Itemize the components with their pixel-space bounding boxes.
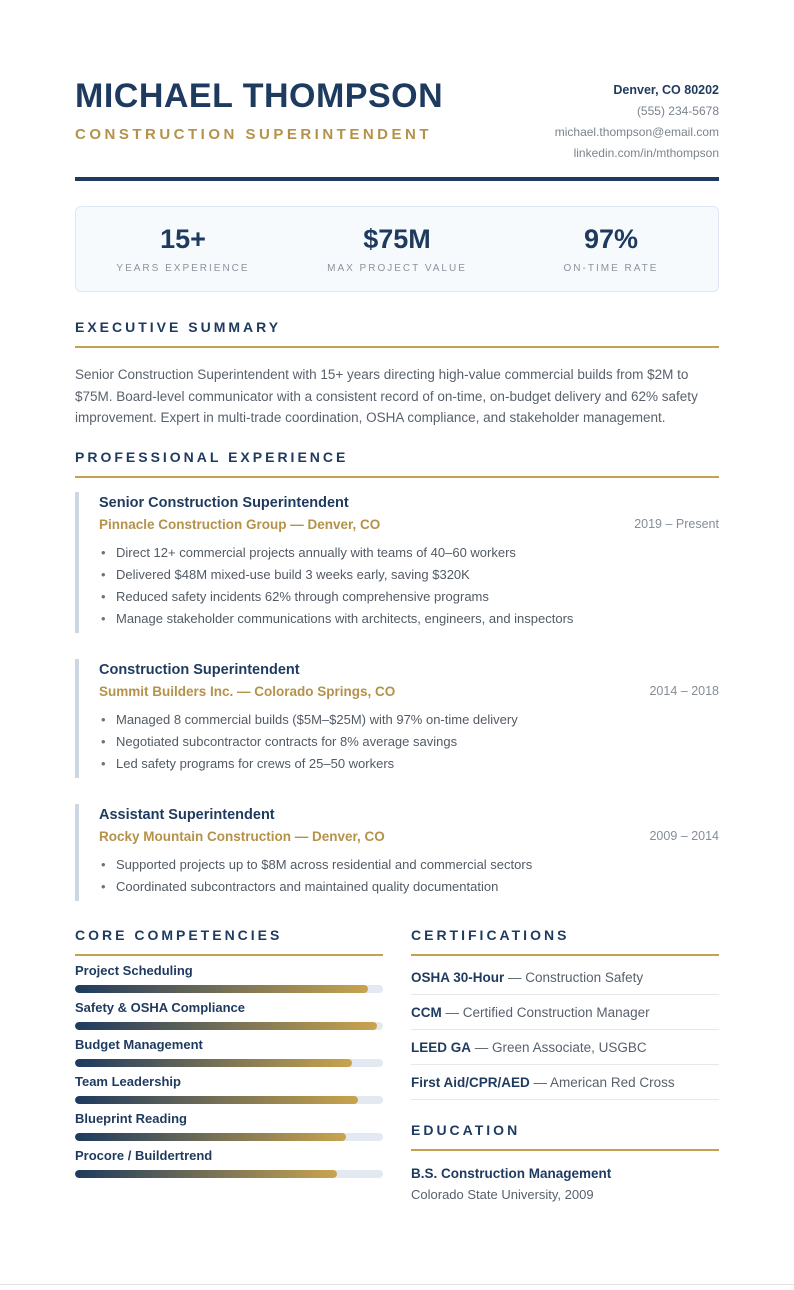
certifications-education-column xyxy=(411,927,719,1203)
certification-item xyxy=(411,960,719,995)
certification-name: First Aid/CPR/AED xyxy=(411,1074,530,1090)
job-bullet: • Delivered $48M mixed-use build 3 weeks early, saving $320K xyxy=(99,567,719,583)
stat-max-project-value xyxy=(290,224,504,274)
section-heading-executive-summary: EXECUTIVE SUMMARY xyxy=(75,319,719,348)
job-role: Assistant Superintendent xyxy=(99,806,275,823)
skill-bar-track xyxy=(75,1133,383,1141)
contact-linkedin: linkedin.com/in/mthompson xyxy=(573,146,719,160)
header-divider xyxy=(75,177,719,181)
certification-item xyxy=(411,995,719,1030)
stat-label: ON-TIME RATE xyxy=(563,263,659,274)
skill-name: Budget Management xyxy=(75,1036,203,1052)
section-heading-core-competencies: CORE COMPETENCIES xyxy=(75,927,383,956)
job-bullet: • Manage stakeholder communications with architects, engineers, and inspectors xyxy=(99,611,719,627)
certification-detail: Certified Construction Manager xyxy=(462,1004,650,1020)
job-dates: 2014 – 2018 xyxy=(649,683,719,698)
certification-list xyxy=(411,960,719,1100)
skill-name: Project Scheduling xyxy=(75,962,193,978)
certification-detail: Green Associate, USGBC xyxy=(492,1039,647,1055)
skill-bar-track xyxy=(75,1059,383,1067)
skill-bar-track xyxy=(75,1022,383,1030)
contact-block xyxy=(555,78,719,164)
skill-bar-track xyxy=(75,985,383,993)
job-bullet: • Managed 8 commercial builds ($5M–$25M) with 97% on-time delivery xyxy=(99,712,719,728)
job-dates: 2009 – 2014 xyxy=(649,828,719,843)
job-role: Senior Construction Superintendent xyxy=(99,494,349,511)
skill-bar-fill xyxy=(75,1170,337,1178)
job-company: Rocky Mountain Construction — Denver, CO xyxy=(99,828,385,844)
job-entry xyxy=(75,492,719,633)
certification-item xyxy=(411,1030,719,1065)
page-bottom-divider xyxy=(0,1284,794,1285)
job-role: Construction Superintendent xyxy=(99,661,300,678)
header xyxy=(75,78,719,164)
certification-separator: — xyxy=(533,1074,548,1090)
stat-label: YEARS EXPERIENCE xyxy=(116,263,250,274)
executive-summary-text: Senior Construction Superintendent with 15+ years directing high-value commercial builds from $2M to $75M. Board-level communicator with a consistent record of on-time, on-budget delivery and 62% safety improvement. Expert in multi-trade coordination, OSHA compliance, and stakeholder management. xyxy=(75,367,698,425)
certification-separator: — xyxy=(474,1039,489,1055)
certification-detail: Construction Safety xyxy=(525,969,644,985)
job-bullet-list xyxy=(99,545,719,627)
stat-label: MAX PROJECT VALUE xyxy=(327,263,467,274)
skill-name: Safety & OSHA Compliance xyxy=(75,999,246,1015)
job-bullet: • Negotiated subcontractor contracts for 8% average savings xyxy=(99,734,719,750)
section-heading-education: EDUCATION xyxy=(411,1122,719,1151)
stat-value: $75M xyxy=(363,224,431,254)
skill-bar-track xyxy=(75,1096,383,1104)
certification-separator: — xyxy=(508,969,522,985)
skill-item xyxy=(75,1111,383,1141)
section-heading-certifications: CERTIFICATIONS xyxy=(411,927,719,956)
job-entry xyxy=(75,659,719,778)
skill-name: Procore / Buildertrend xyxy=(75,1147,213,1163)
skill-bar-fill xyxy=(75,985,368,993)
education-school: Colorado State University, 2009 xyxy=(411,1186,594,1202)
education-degree: B.S. Construction Management xyxy=(411,1165,612,1181)
skill-item xyxy=(75,1074,383,1104)
stat-value: 15+ xyxy=(160,224,206,254)
section-heading-professional-experience: PROFESSIONAL EXPERIENCE xyxy=(75,449,719,478)
certification-name: OSHA 30-Hour xyxy=(411,969,505,985)
identity-block xyxy=(75,78,443,143)
stat-on-time-rate xyxy=(504,224,718,274)
certification-name: CCM xyxy=(411,1004,442,1020)
job-company: Pinnacle Construction Group — Denver, CO xyxy=(99,516,381,532)
contact-email: michael.thompson@email.com xyxy=(554,125,719,139)
job-company: Summit Builders Inc. — Colorado Springs, CO xyxy=(99,683,396,699)
skill-bar-fill xyxy=(75,1022,377,1030)
candidate-title: CONSTRUCTION SUPERINTENDENT xyxy=(75,126,433,144)
job-dates: 2019 – Present xyxy=(634,516,719,531)
skill-item xyxy=(75,1148,383,1178)
skill-item xyxy=(75,963,383,993)
contact-location: Denver, CO 80202 xyxy=(613,83,719,97)
skill-bar-track xyxy=(75,1170,383,1178)
skill-name: Blueprint Reading xyxy=(75,1110,187,1126)
bottom-columns xyxy=(75,927,719,1203)
job-bullet: • Supported projects up to $8M across residential and commercial sectors xyxy=(99,857,719,873)
skill-bar-fill xyxy=(75,1059,352,1067)
stats-bar xyxy=(75,206,719,292)
core-competencies-column xyxy=(75,927,383,1203)
job-entry xyxy=(75,804,719,901)
certification-item xyxy=(411,1065,719,1100)
stat-value: 97% xyxy=(583,224,639,254)
job-bullet: • Reduced safety incidents 62% through comprehensive programs xyxy=(99,589,719,605)
certification-detail: American Red Cross xyxy=(550,1074,675,1090)
job-bullet: • Direct 12+ commercial projects annually with teams of 40–60 workers xyxy=(99,545,719,561)
skill-item xyxy=(75,1000,383,1030)
job-bullet-list xyxy=(99,857,719,895)
skill-item xyxy=(75,1037,383,1067)
candidate-name: MICHAEL THOMPSON xyxy=(75,77,444,115)
skill-bar-fill xyxy=(75,1133,346,1141)
skill-name: Team Leadership xyxy=(75,1073,181,1089)
job-bullet: • Coordinated subcontractors and maintained quality documentation xyxy=(99,879,719,895)
contact-phone: (555) 234-5678 xyxy=(636,104,719,118)
skill-bar-fill xyxy=(75,1096,358,1104)
job-bullet: • Led safety programs for crews of 25–50 workers xyxy=(99,756,719,772)
job-bullet-list xyxy=(99,712,719,772)
stat-years-experience xyxy=(76,224,290,274)
certification-name: LEED GA xyxy=(411,1039,472,1055)
certification-separator: — xyxy=(445,1004,460,1020)
